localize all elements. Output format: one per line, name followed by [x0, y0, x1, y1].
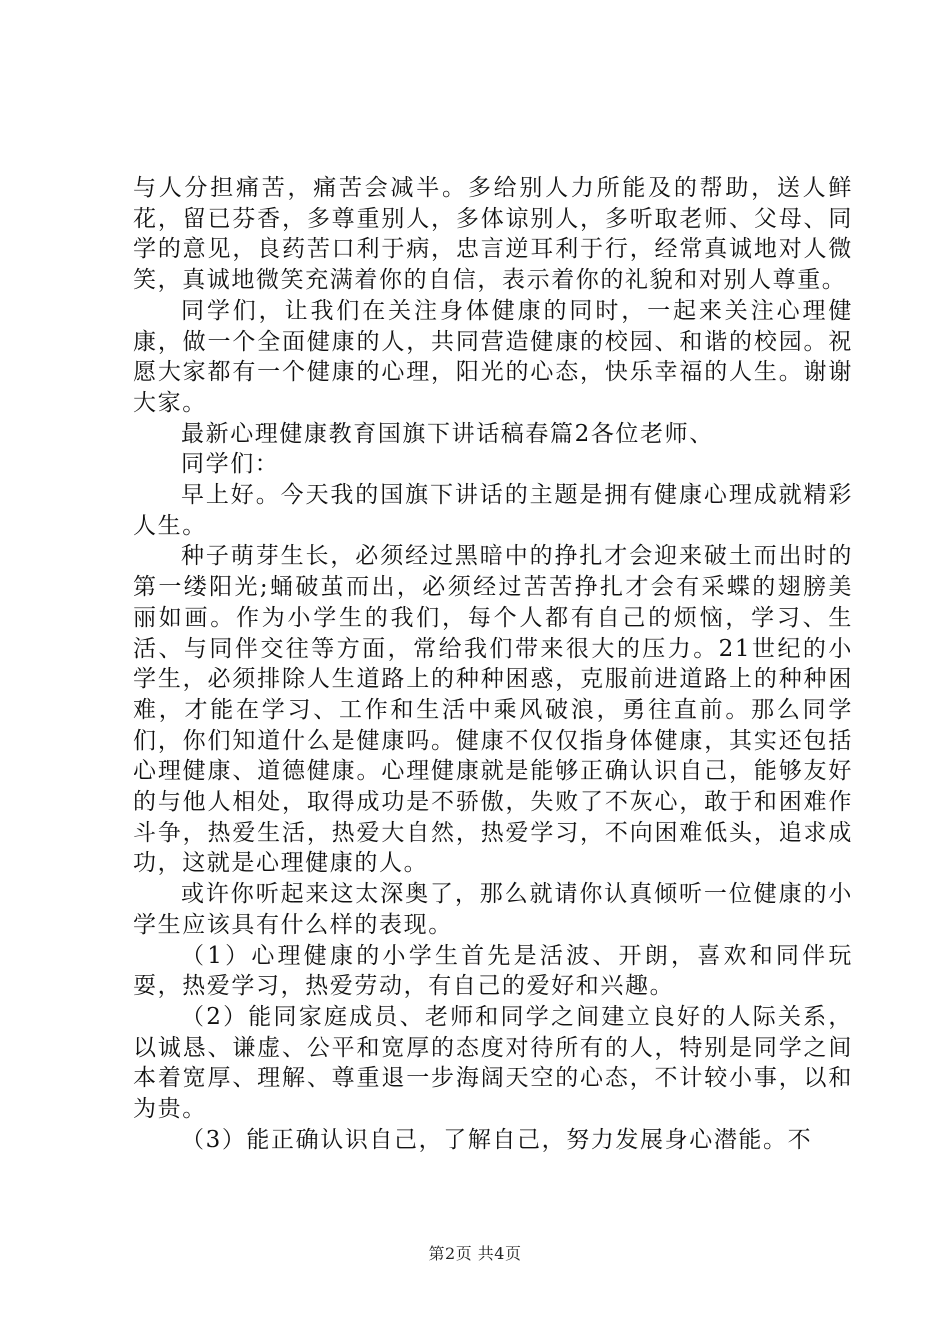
paragraph-greeting: 早上好。今天我的国旗下讲话的主题是拥有健康心理成就精彩人生。 [133, 482, 853, 539]
paragraph-transition: 或许你听起来这太深奥了，那么就请你认真倾听一位健康的小学生应该具有什么样的表现。 [133, 881, 853, 938]
list-item-1: （1）心理健康的小学生首先是活波、开朗，喜欢和同伴玩耍，热爱学习，热爱劳动，有自己的爱好和兴趣。 [133, 942, 853, 1000]
list-item-3: （3）能正确认识自己，了解自己，努力发展身心潜能。不 [181, 1126, 813, 1153]
salutation: 同学们： [181, 451, 280, 478]
paragraph-closing: 同学们，让我们在关注身体健康的同时，一起来关注心理健康，做一个全面健康的人，共同营造健康的校园、和谐的校园。祝愿大家都有一个健康的心理，阳光的心态，快乐幸福的人生。谢谢大家。 [133, 297, 853, 416]
page-footer: 第2页 共4页 [428, 1244, 522, 1263]
document-body [133, 173, 853, 1156]
section-heading: 最新心理健康教育国旗下讲话稿春篇2各位老师、 [181, 420, 714, 447]
paragraph-body: 种子萌芽生长，必须经过黑暗中的挣扎才会迎来破土而出时的第一缕阳光;蛹破茧而出，必须经过苦苦挣扎才会有采蝶的翅膀美丽如画。作为小学生的我们，每个人都有自己的烦恼，学习、生活、与同伴交往等方面，常给我们带来很大的压力。21世纪的小学生，必须排除人生道路上的种种困惑，克服前进道路上的种种困难，才能在学习、工作和生活中乘风破浪，勇往直前。那么同学们，你们知道什么是健康吗。健康不仅仅指身体健康，其实还包括心理健康、道德健康。心理健康就是能够正确认识自己，能够友好的与他人相处，取得成功是不骄傲，失败了不灰心，敢于和困难作斗争，热爱生活，热爱大自然，热爱学习，不向困难低头，追求成功，这就是心理健康的人。 [133, 543, 853, 877]
list-item-2: （2）能同家庭成员、老师和同学之间建立良好的人际关系，以诚恳、谦虚、公平和宽厚的态度对待所有的人，特别是同学之间本着宽厚、理解、尊重退一步海阔天空的心态，不计较小事，以和为贵。 [133, 1003, 853, 1123]
paragraph-continuation: 与人分担痛苦，痛苦会减半。多给别人力所能及的帮助，送人鲜花，留已芬香，多尊重别人，多体谅别人，多听取老师、父母、同学的意见，良药苦口利于病，忠言逆耳利于行，经常真诚地对人微笑，真诚地微笑充满着你的自信，表示着你的礼貌和对别人尊重。 [133, 175, 853, 294]
